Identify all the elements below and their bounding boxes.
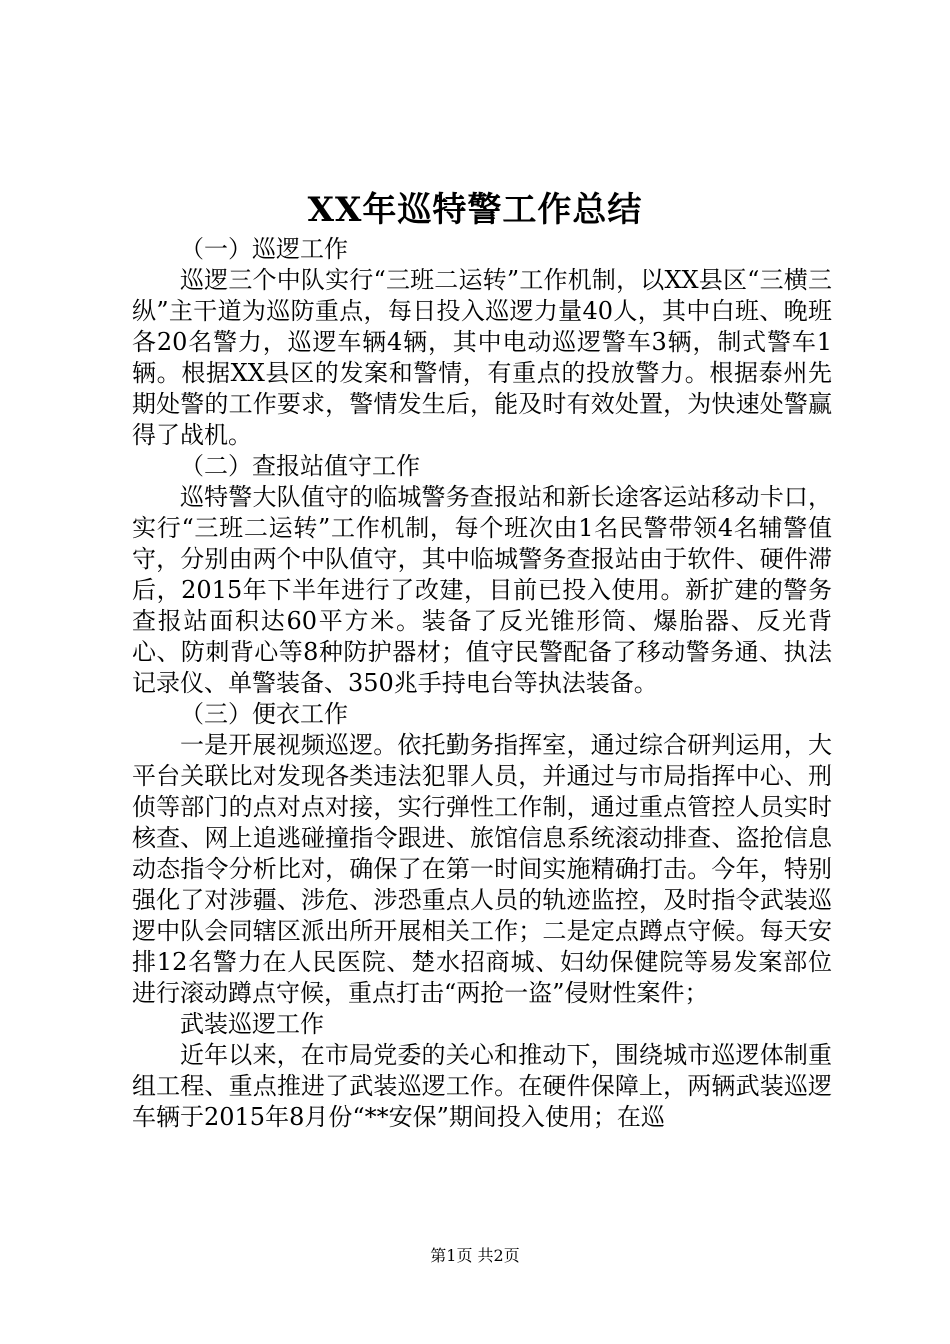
section-heading-armed-patrol: 武装巡逻工作 xyxy=(180,1010,324,1038)
paragraph-checkpoint: 巡特警大队值守的临城警务查报站和新长途客运站移动卡口，实行“三班二运转”工作机制，每个班次由1名民警带领4名辅警值守，分别由两个中队值守，其中临城警务查报站由于软件、硬件滞后，2015年下半年进行了改建，目前已投入使用。新扩建的警务查报站面积达60平方米。装备了反光锥形筒、爆胎器、反光背心、防刺背心等8种防护器材；值守民警配备了移动警务通、执法记录仪、单警装备、350兆手持电台等执法装备。 xyxy=(132,483,832,697)
page-footer: 第1页 共2页 xyxy=(430,1246,520,1265)
document-title: XX年巡特警工作总结 xyxy=(307,190,643,230)
document-body xyxy=(132,234,832,1133)
paragraph-plainclothes: 一是开展视频巡逻。依托勤务指挥室，通过综合研判运用，大平台关联比对发现各类违法犯罪人员，并通过与市局指挥中心、刑侦等部门的点对点对接，实行弹性工作制，通过重点管控人员实时核查、网上追逃碰撞指令跟进、旅馆信息系统滚动排查、盗抢信息动态指令分析比对，确保了在第一时间实施精确打击。今年，特别强化了对涉疆、涉危、涉恐重点人员的轨迹监控，及时指令武装巡逻中队会同辖区派出所开展相关工作；二是定点蹲点守候。每天安排12名警力在人民医院、楚水招商城、妇幼保健院等易发案部位进行滚动蹲点守候，重点打击“两抢一盗”侵财性案件； xyxy=(132,731,832,1007)
paragraph-patrol: 巡逻三个中队实行“三班二运转”工作机制，以XX县区“三横三纵”主干道为巡防重点，每日投入巡逻力量40人，其中白班、晚班各20名警力，巡逻车辆4辆，其中电动巡逻警车3辆，制式警车1辆。根据XX县区的发案和警情，有重点的投放警力。根据泰州先期处警的工作要求，警情发生后，能及时有效处置，为快速处警赢得了战机。 xyxy=(132,266,832,449)
section-heading-checkpoint: （二）查报站值守工作 xyxy=(180,452,420,480)
section-heading-patrol: （一）巡逻工作 xyxy=(180,235,348,263)
section-heading-plainclothes: （三）便衣工作 xyxy=(180,700,348,728)
paragraph-armed-patrol: 近年以来，在市局党委的关心和推动下，围绕城市巡逻体制重组工程、重点推进了武装巡逻工作。在硬件保障上，两辆武装巡逻车辆于2015年8月份“**安保”期间投入使用；在巡 xyxy=(132,1041,832,1131)
